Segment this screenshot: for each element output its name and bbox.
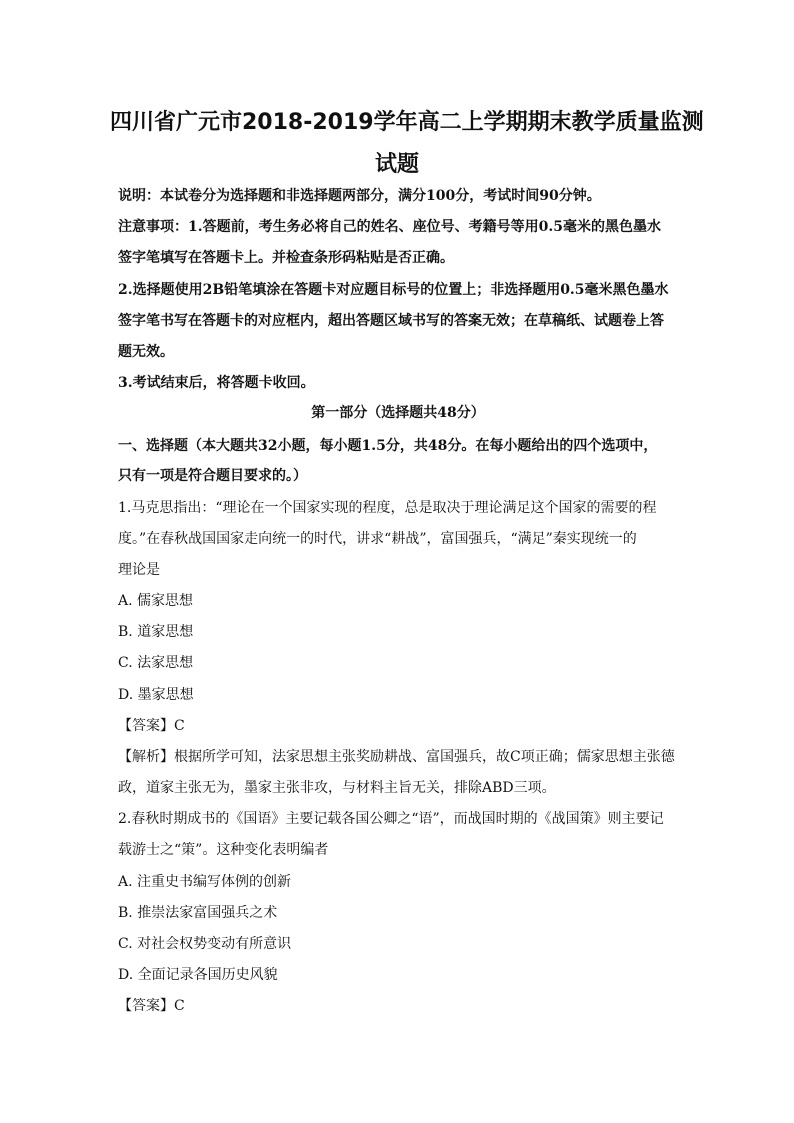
question-stem: 载游士之“策”。这种变化表明编者 — [118, 842, 329, 858]
page-title-continued: 试题 — [374, 152, 419, 177]
question-stem: 2.春秋时期成书的《国语》主要记载各国公卿之“语”，而战国时期的《战国策》则主要记 — [118, 811, 664, 827]
answer-line: 【答案】C — [118, 718, 185, 734]
notice-line: 2.选择题使用2B铅笔填涂在答题卡对应题目标号的位置上；非选择题用0.5毫米黑色墨水 — [118, 282, 669, 298]
answer-line: 【答案】C — [118, 998, 185, 1014]
option-a: A. 注重史书编写体例的创新 — [118, 874, 292, 890]
part-heading: 只有一项是符合题目要求的。） — [118, 468, 307, 484]
analysis-line: 【解析】根据所学可知，法家思想主张奖励耕战、富国强兵，故C项正确；儒家思想主张德 — [118, 749, 675, 765]
option-d: D. 全面记录各国历史风貌 — [118, 967, 278, 983]
notice-line: 签字笔填写在答题卡上。并检查条形码粘贴是否正确。 — [118, 250, 454, 266]
notice-line: 题无效。 — [118, 344, 174, 360]
question-stem: 理论是 — [118, 562, 160, 578]
option-c: C. 对社会权势变动有所意识 — [118, 936, 292, 952]
question-stem: 1.马克思指出：“理论在一个国家实现的程度，总是取决于理论满足这个国家的需要的程 — [118, 500, 657, 516]
page-title: 四川省广元市2018-2019学年高二上学期期末教学质量监测 — [110, 110, 704, 135]
option-a: A. 儒家思想 — [118, 593, 194, 609]
notice-line: 签字笔书写在答题卡的对应框内，超出答题区域书写的答案无效；在草稿纸、试题卷上答 — [118, 313, 664, 329]
option-b: B. 道家思想 — [118, 624, 194, 640]
option-c: C. 法家思想 — [118, 655, 194, 671]
part-heading: 一、选择题（本大题共32小题，每小题1.5分，共48分。在每小题给出的四个选项中， — [118, 438, 658, 454]
section-heading: 第一部分（选择题共48分） — [311, 405, 485, 421]
notice-line: 注意事项：1.答题前，考生务必将自己的姓名、座位号、考籍号等用0.5毫米的黑色墨水 — [118, 219, 661, 235]
option-b: B. 推崇法家富国强兵之术 — [118, 905, 278, 921]
analysis-line: 政，道家主张无为，墨家主张非攻，与材料主旨无关，排除ABD三项。 — [118, 780, 556, 796]
question-stem: 度。”在春秋战国国家走向统一的时代，讲求“耕战”，富国强兵，“满足”秦实现统一的 — [118, 531, 637, 547]
option-d: D. 墨家思想 — [118, 687, 194, 703]
notice-line: 3.考试结束后，将答题卡收回。 — [118, 375, 315, 391]
exam-description: 说明：本试卷分为选择题和非选择题两部分，满分100分，考试时间90分钟。 — [118, 188, 601, 204]
